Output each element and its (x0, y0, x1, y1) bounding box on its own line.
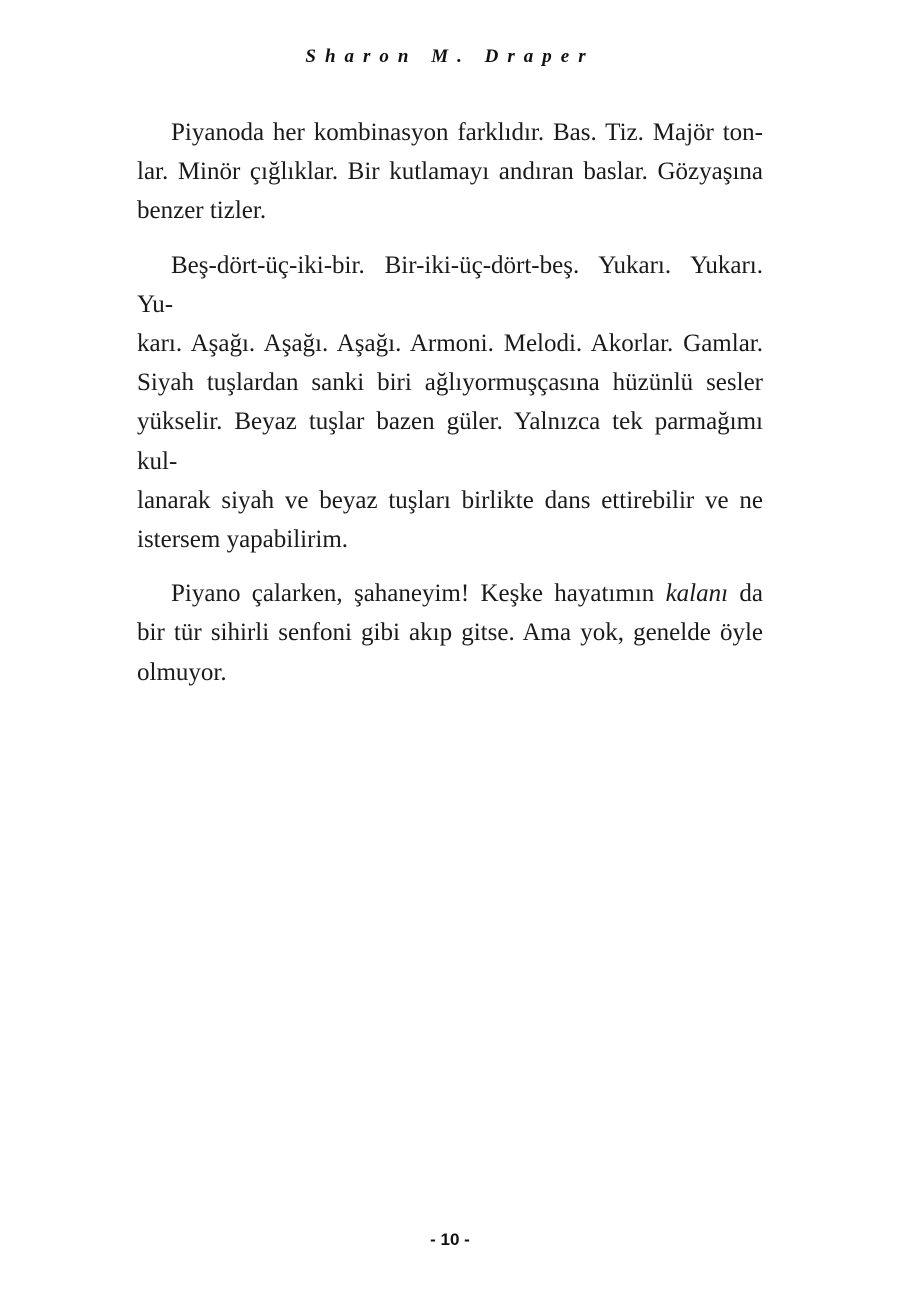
body-text (137, 113, 763, 707)
italic-word: kalanı (665, 580, 729, 608)
paragraph-3 (137, 574, 763, 692)
text-line: Siyah tuşlardan sanki biri ağlıyormuşçasına hüzünlü sesler (137, 369, 763, 397)
text-line: olmuyor. (137, 658, 227, 686)
text-run: Piyano çalarken, şahaneyim! Keşke hayatımın (171, 580, 666, 608)
text-line (137, 574, 763, 613)
text-line: lar. Minör çığlıklar. Bir kutlamayı andıran baslar. Gözyaşına (137, 158, 763, 186)
text-line: istersem yapabilirim. (137, 526, 349, 554)
text-line: benzer tizler. (137, 197, 267, 225)
text-line: lanarak siyah ve beyaz tuşları birlikte dans ettirebilir ve ne (137, 486, 763, 514)
text-run: da (728, 580, 763, 608)
text-line: karı. Aşağı. Aşağı. Aşağı. Armoni. Melodi. Akorlar. Gamlar. (137, 330, 763, 358)
page-number: - 10 - (430, 1230, 470, 1249)
running-head: Sharon M. Draper (305, 46, 595, 67)
text-line: bir tür sihirli senfoni gibi akıp gitse. Ama yok, genelde öyle (137, 619, 763, 647)
text-line: yükselir. Beyaz tuşlar bazen güler. Yalnızca tek parmağımı kul- (137, 408, 763, 475)
text-line: Piyanoda her kombinasyon farklıdır. Bas. Tiz. Majör ton- (171, 119, 763, 146)
paragraph-1 (137, 113, 763, 231)
paragraph-2 (137, 246, 763, 560)
text-line: Beş-dört-üç-iki-bir. Bir-iki-üç-dört-beş. Yukarı. Yukarı. Yu- (137, 251, 763, 318)
